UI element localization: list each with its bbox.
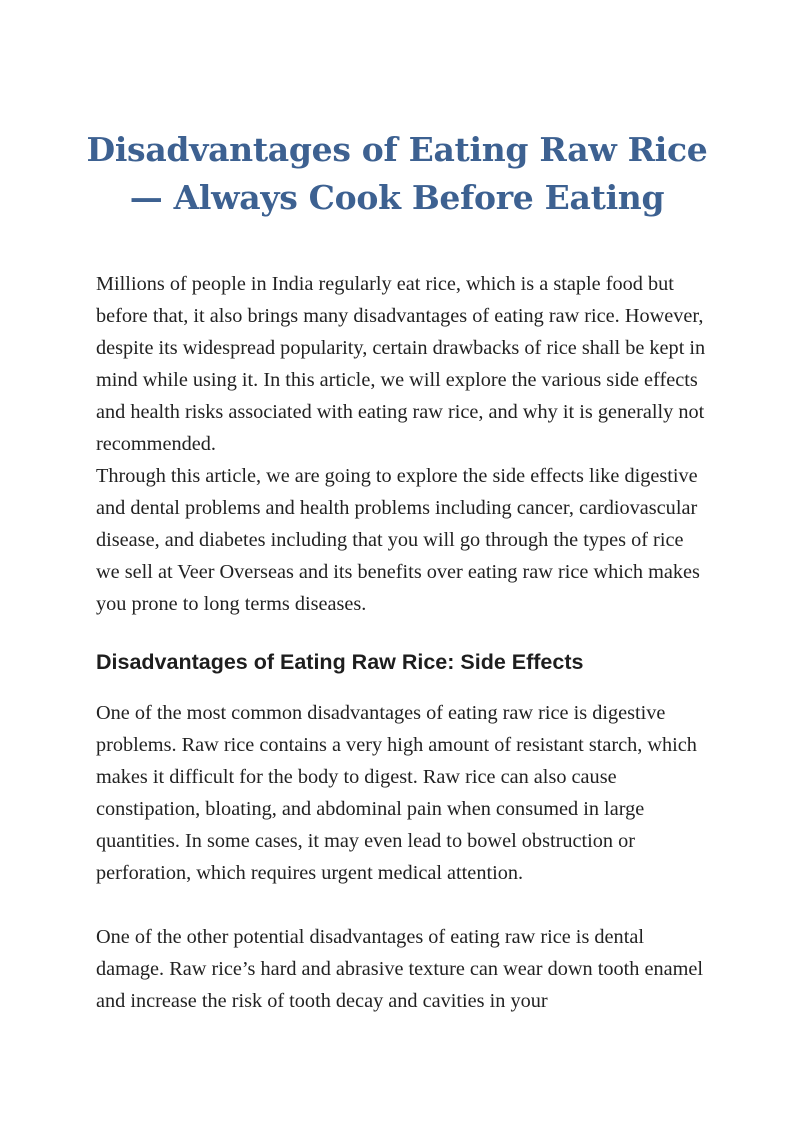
- section-heading: Disadvantages of Eating Raw Rice: Side Effects: [96, 650, 584, 674]
- intro-paragraph-1: Millions of people in India regularly eat rice, which is a staple food but before that, it also brings many disadvantages of eating raw rice. However, despite its widespread popularity, certain drawbacks of rice shall be kept in mind while using it. In this article, we will explore the various side effects and health risks associated with eating raw rice, and why it is generally not recommended.: [96, 273, 706, 455]
- section-paragraph-1: One of the most common disadvantages of eating raw rice is digestive problems. Raw rice contains a very high amount of resistant starch, which makes it difficult for the body to digest. Raw rice can also cause constipation, bloating, and abdominal pain when consumed in large quantities. In some cases, it may even lead to bowel obstruction or perforation, which requires urgent medical attention.: [96, 702, 697, 884]
- title-line-2: — Always Cook Before Eating: [129, 178, 665, 217]
- title-line-1: Disadvantages of Eating Raw Rice: [86, 130, 708, 169]
- intro-paragraph-2: Through this article, we are going to explore the side effects like digestive and dental problems and health problems including cancer, cardiovascular disease, and diabetes including that you will go through the types of rice we sell at Veer Overseas and its benefits over eating raw rice which makes you prone to long terms diseases.: [96, 465, 700, 615]
- section-paragraph-2: One of the other potential disadvantages of eating raw rice is dental damage. Raw rice’s hard and abrasive texture can wear down tooth enamel and increase the risk of tooth decay and cavities in your: [96, 926, 704, 1012]
- page-title: [60, 126, 734, 222]
